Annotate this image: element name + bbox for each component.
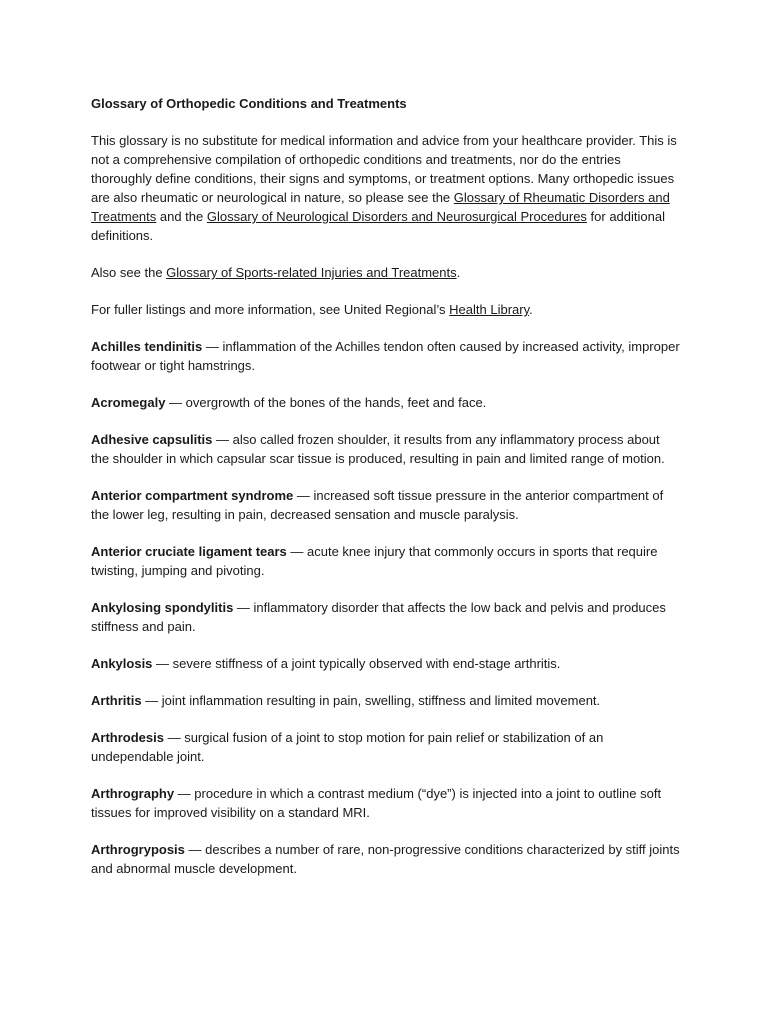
also-see-paragraph [91,263,680,282]
entry-definition: — also called frozen shoulder, it results from any inflammatory process about the shoulder in which capsular scar tissue is produced, resulting in pain and limited range of motion. [91,432,665,466]
glossary-entry [91,691,680,710]
also-see-suffix: . [456,265,461,280]
intro-text-2: and the [156,209,207,224]
glossary-entry [91,840,680,878]
entry-term: Ankylosis [91,656,153,671]
entry-definition: — joint inflammation resulting in pain, swelling, stiffness and limited movement. [141,693,601,708]
glossary-entry [91,598,680,636]
glossary-entry [91,393,680,412]
entry-term: Ankylosing spondylitis [91,600,234,615]
entry-definition: — inflammatory disorder that affects the low back and pelvis and produces stiffness and pain. [91,600,666,634]
entry-term: Arthrography [91,786,175,801]
glossary-entry [91,430,680,468]
entry-term: Anterior compartment syndrome [91,488,294,503]
entry-term: Achilles tendinitis [91,339,203,354]
entry-term: Anterior cruciate ligament tears [91,544,287,559]
health-library-link[interactable]: Health Library [449,302,530,317]
also-see-prefix: Also see the [91,265,167,280]
rheumatic-glossary-link[interactable]: Glossary of Rheumatic Disorders and Treatments [91,190,670,224]
entry-term: Arthrogryposis [91,842,185,857]
entry-term: Arthritis [91,693,142,708]
entry-term: Arthrodesis [91,730,164,745]
glossary-entry [91,728,680,766]
entry-definition: — surgical fusion of a joint to stop motion for pain relief or stabilization of an undependable joint. [91,730,604,764]
intro-text-1: This glossary is no substitute for medical information and advice from your healthcare provider. This is not a comprehensive compilation of orthopedic conditions and treatments, nor do the entries thoroughly define conditions, their signs and symptoms, or treatment options. Many orthopedic issues are also rheumatic or neurological in nature, so please see the [91,133,677,205]
entry-definition: — describes a number of rare, non-progressive conditions characterized by stiff joints and abnormal muscle development. [91,842,680,876]
entry-definition: — procedure in which a contrast medium (“dye”) is injected into a joint to outline soft tissues for improved visibility on a standard MRI. [91,786,662,820]
sports-glossary-link[interactable]: Glossary of Sports-related Injuries and Treatments [166,265,457,280]
entry-definition: — severe stiffness of a joint typically observed with end-stage arthritis. [152,656,561,671]
glossary-entry [91,337,680,375]
entry-term: Acromegaly [91,395,166,410]
glossary-entry [91,654,680,673]
entry-definition: — acute knee injury that commonly occurs in sports that require twisting, jumping and pivoting. [91,544,658,578]
entry-term: Adhesive capsulitis [91,432,213,447]
neurological-glossary-link[interactable]: Glossary of Neurological Disorders and Neurosurgical Procedures [206,209,587,224]
entry-definition: — overgrowth of the bones of the hands, feet and face. [165,395,487,410]
fuller-suffix: . [529,302,533,317]
entry-definition: — inflammation of the Achilles tendon often caused by increased activity, improper footwear or tight hamstrings. [91,339,680,373]
fuller-prefix: For fuller listings and more information, see United Regional’s [91,302,450,317]
glossary-entries [91,337,680,878]
intro-paragraph [91,131,680,245]
glossary-entry [91,542,680,580]
fuller-listings-paragraph [91,300,680,319]
page-title: Glossary of Orthopedic Conditions and Treatments [91,96,407,111]
glossary-entry [91,784,680,822]
entry-definition: — increased soft tissue pressure in the anterior compartment of the lower leg, resulting in pain, decreased sensation and muscle paralysis. [91,488,664,522]
intro-text-3: for additional definitions. [91,209,665,243]
glossary-entry [91,486,680,524]
